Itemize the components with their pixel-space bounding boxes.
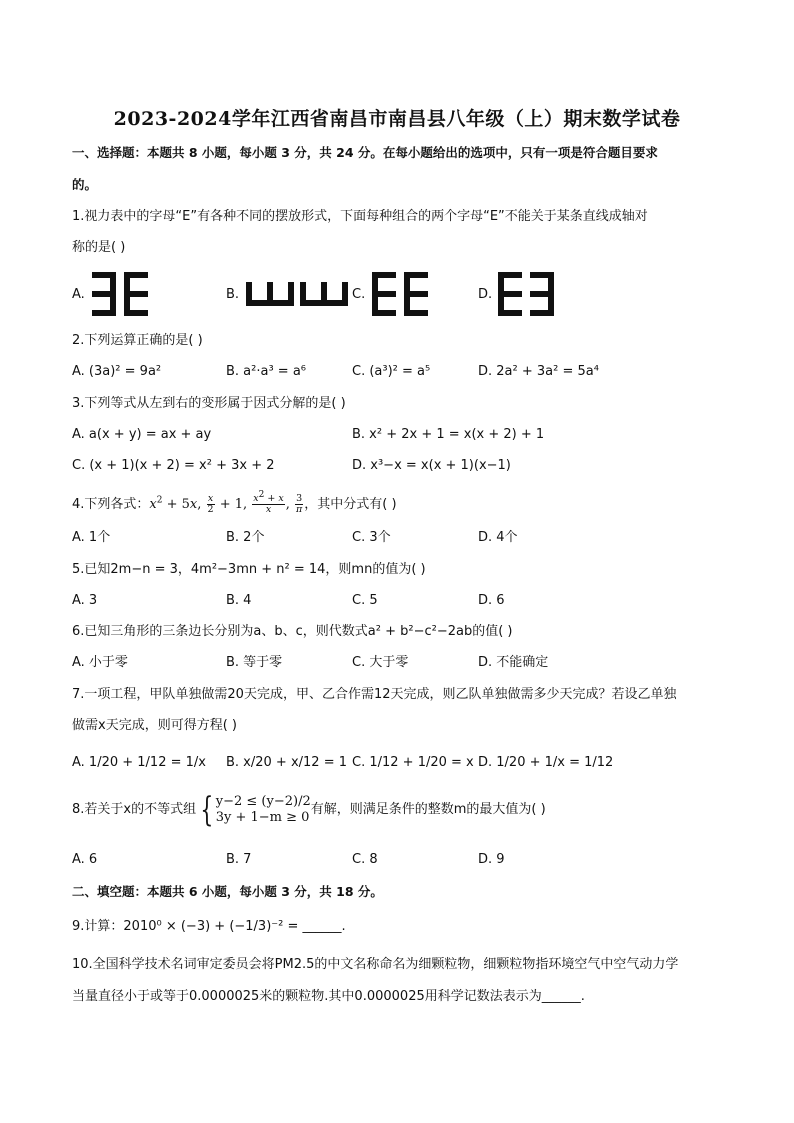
question-3-option-b: B. x² + 2x + 1 = x(x + 2) + 1: [352, 427, 545, 442]
question-5-option-c: C. 5: [352, 593, 378, 608]
question-2-option-c: C. (a³)² = a⁵: [352, 364, 431, 379]
question-5-option-a: A. 3: [72, 593, 98, 608]
question-5-option-d: D. 6: [478, 593, 505, 608]
section-1-header-cont: 的。: [72, 177, 98, 192]
question-6-option-c: C. 大于零: [352, 655, 409, 670]
question-3-option-a: A. a(x + y) = ax + ay: [72, 427, 212, 442]
question-10-stem-cont: 当量直径小于或等于0.0000025米的颗粒物.其中0.0000025用科学记数法表示为______.: [72, 989, 585, 1004]
question-2-stem: 2.下列运算正确的是( ): [72, 333, 203, 348]
question-7-option-d: D. 1/20 + 1/x = 1/12: [478, 755, 614, 770]
question-3-option-c: C. (x + 1)(x + 2) = x² + 3x + 2: [72, 458, 275, 473]
question-7-option-b: B. x/20 + x/12 = 1: [226, 755, 347, 770]
question-1-option-a-label: A.: [72, 287, 85, 302]
question-4-expression-4: $\frac{3}{\pi}$: [296, 493, 303, 515]
down-facing-e-pair-icon: [244, 280, 350, 308]
question-4-expression-3: $\frac{x^2 + x}{x}$: [253, 489, 284, 515]
question-4-option-c: C. 3个: [352, 530, 391, 545]
question-8-stem-suffix: 有解，则满足条件的整数m的最大值为( ): [310, 802, 546, 817]
question-8-option-c: C. 8: [352, 852, 378, 867]
question-2-option-a: A. (3a)² = 9a²: [72, 364, 162, 379]
question-1-stem-cont: 称的是( ): [72, 240, 126, 255]
mirrored-e-pair-icon: [90, 270, 152, 318]
inequality-system-brace: {: [200, 789, 214, 830]
question-8-option-b: B. 7: [226, 852, 252, 867]
question-6-option-d: D. 不能确定: [478, 655, 549, 670]
question-6-stem: 6.已知三角形的三条边长分别为a、b、c，则代数式a² + b²−c²−2ab的值( ): [72, 624, 513, 639]
question-4-option-d: D. 4个: [478, 530, 518, 545]
question-8-option-d: D. 9: [478, 852, 505, 867]
same-e-pair-icon: [370, 270, 432, 318]
question-9-stem: 9.计算：2010⁰ × (−3) + (−1/3)⁻² = ______.: [72, 919, 346, 934]
question-6-option-a: A. 小于零: [72, 655, 128, 670]
section-1-header: 一、选择题：本题共 8 小题，每小题 3 分，共 24 分。在每小题给出的选项中，只有一项是符合题目要求: [72, 145, 658, 160]
question-4-option-a: A. 1个: [72, 530, 111, 545]
question-4-option-b: B. 2个: [226, 530, 265, 545]
question-7-stem: 7.一项工程，甲队单独做需20天完成，甲、乙合作需12天完成，则乙队单独做需多少天完成？若设乙单独: [72, 687, 677, 702]
question-10-stem: 10.全国科学技术名词审定委员会将PM2.5的中文名称命名为细颗粒物，细颗粒物指环境空气中空气动力学: [72, 957, 679, 972]
question-3-option-d: D. x³−x = x(x + 1)(x−1): [352, 458, 511, 473]
question-8-option-a: A. 6: [72, 852, 98, 867]
question-5-option-b: B. 4: [226, 593, 252, 608]
question-5-stem: 5.已知2m−n = 3，4m²−3mn + n² = 14，则mn的值为( ): [72, 562, 426, 577]
question-3-stem: 3.下列等式从左到右的变形属于因式分解的是( ): [72, 396, 346, 411]
question-7-option-a: A. 1/20 + 1/12 = 1/x: [72, 755, 206, 770]
question-1-option-b-label: B.: [226, 287, 240, 302]
question-2-option-d: D. 2a² + 3a² = 5a⁴: [478, 364, 599, 379]
inequality-2: 3y + 1−m ≥ 0: [215, 809, 310, 825]
question-4-stem-prefix: 4.下列各式：: [72, 497, 150, 512]
question-4-stem-suffix: ，其中分式有( ): [304, 497, 397, 512]
question-4-stem: 4.下列各式：$x^2 + 5x$, $\frac{x}{2}$ + 1, $\frac{x^2 + x}{x}$ , $\frac{3}{\pi}$ ，其中分式有( ): [72, 489, 397, 515]
question-1-option-c-label: C.: [352, 287, 366, 302]
question-4-expression-1: $x^2 + 5x$,: [149, 495, 206, 512]
section-2-header: 二、填空题：本题共 6 小题，每小题 3 分，共 18 分。: [72, 884, 383, 899]
page-title: 2023-2024学年江西省南昌市南昌县八年级（上）期末数学试卷: [113, 108, 681, 130]
question-1-stem: 1.视力表中的字母“E”有各种不同的摆放形式，下面每种组合的两个字母“E”不能关于某条直线成轴对: [72, 209, 648, 224]
question-1-option-d-label: D.: [478, 287, 493, 302]
question-7-stem-cont: 做需x天完成，则可得方程( ): [72, 718, 237, 733]
question-8-stem-prefix: 8.若关于x的不等式组: [72, 802, 197, 817]
question-2-option-b: B. a²·a³ = a⁶: [226, 364, 307, 379]
e-and-reversed-e-icon: [496, 270, 558, 318]
question-7-option-c: C. 1/12 + 1/20 = x: [352, 755, 474, 770]
question-6-option-b: B. 等于零: [226, 655, 283, 670]
inequality-1: y−2 ≤ (y−2)/2: [215, 793, 311, 809]
inequality-system: [216, 794, 311, 826]
question-8-stem: [72, 790, 546, 830]
question-4-expression-2: $\frac{x}{2}$: [207, 493, 214, 515]
